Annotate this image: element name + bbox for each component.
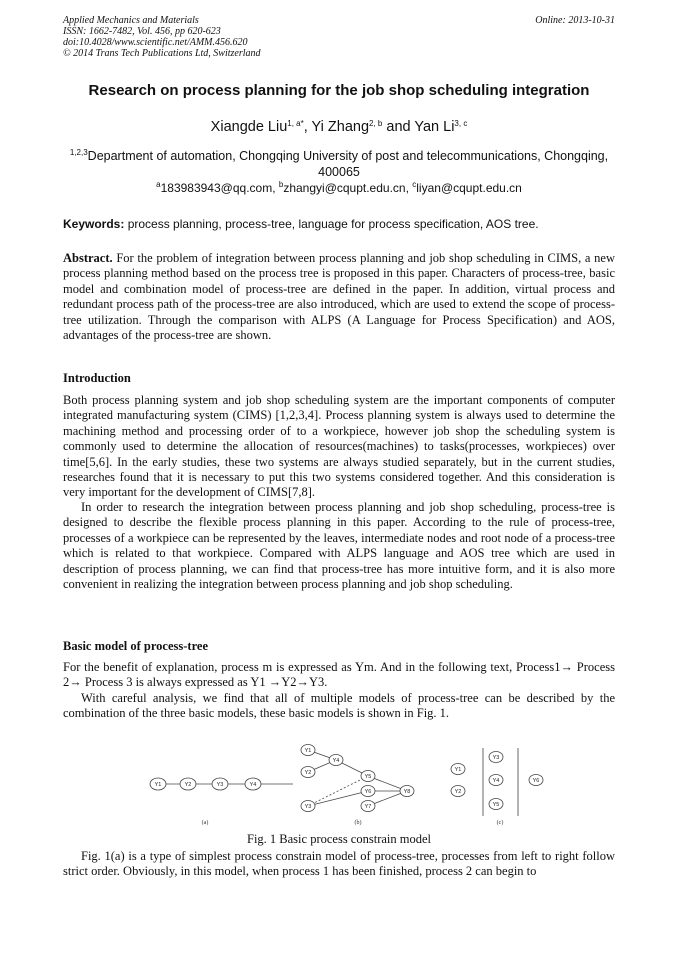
svg-text:Y2: Y2 [454,789,462,795]
svg-text:Y1: Y1 [154,782,162,788]
node-a-y3 [212,778,228,790]
subfigure-label-a: (a) [201,820,209,826]
journal-name: Applied Mechanics and Materials [63,15,199,26]
keywords-label: Keywords: [63,217,125,231]
keywords [63,217,615,231]
author-sup: 2, b [369,119,383,128]
email-address: liyan@cqupt.edu.cn [416,181,522,195]
node-a-y4 [245,778,261,790]
svg-text:Y8: Y8 [403,789,411,795]
node-b-y8 [400,786,414,797]
basic-paragraph-3: Fig. 1(a) is a type of simplest process constrain model of process-tree, processes from left to right follow strict order. Obviously, in this model, when process 1 has been finished, process 2 can begin to [63,849,615,879]
svg-text:Y4: Y4 [492,778,500,784]
node-c-y6 [529,775,543,786]
keywords-text: process planning, process-tree, language for process specification, AOS tree. [124,217,539,231]
email-address: zhangyi@cqupt.edu.cn [283,181,406,195]
author-sup: 3, c [454,119,468,128]
node-c-y4 [489,775,503,786]
node-c-y5 [489,799,503,810]
author-name: Xiangde Liu [210,119,288,135]
copyright: © 2014 Trans Tech Publications Ltd, Switzerland [63,48,261,59]
abstract-label: Abstract. [63,251,113,265]
node-b-y4 [329,755,343,766]
abstract-text: For the problem of integration between process planning and job shop scheduling in CIMS, a new process planning method based on the process tree is proposed in this paper. Characters of process-tree, basic model and combination model of process-tree are defined in the paper. In addition, virtual process and redundant process path of the process-tree are also introduced, which are used to extend the scope of process-tree utilization. Through the comparison with ALPS (A Language for Process Specification) and AOS, advantages of the process-tree are shown. [63,251,615,343]
node-b-y6 [361,786,375,797]
figure-1 [63,740,615,830]
svg-text:Y4: Y4 [249,782,257,788]
figure-caption: Fig. 1 Basic process constrain model [247,832,431,846]
subfigure-label-b: (b) [354,820,362,826]
svg-text:Y4: Y4 [332,758,340,764]
intro-paragraph-2: In order to research the integration between process planning and job shop scheduling, process-tree is designed to describe the flexible process planning in this paper. According to the rule of process-tree, processes of a workpiece can be represented by the leaves, intermediate nodes and root node of a process-tree which is related to that workpiece. Compared with ALPS language and AOS tree which are used in description of process planning, we can find that process-tree has more intuitive form, and it is also more convenient in realizing the integration between process planning and job shop scheduling. [63,500,615,592]
node-c-y2 [451,786,465,797]
svg-text:Y5: Y5 [492,802,500,808]
intro-paragraph-1: Both process planning system and job shop scheduling system are the important components of computer integrated manufacturing system (CIMS) [1,2,3,4]. Process planning system is always used to determine the machining method and processing order of to a workpiece, however job shop the scheduling system is commonly used to determine the allocation of resources(machines) to tasks(processes, workpieces) over time[5,6]. In the early studies, these two systems are always studied separately, but in the current studies, researches found that it is necessary to put this two systems considered together. And this consideration is very important for the development of CIMS[7,8]. [63,393,615,500]
abstract [63,251,615,343]
email-sup: a [156,180,161,189]
issn: ISSN: 1662-7482, Vol. 456, pp 620-623 [63,26,221,37]
node-a-y2 [180,778,196,790]
basic-paragraph-1: For the benefit of explanation, process m is expressed as Ym. And in the following text, Process1→ Process 2→ Process 3 is always expressed as Y1 →Y2→Y3. [63,660,615,690]
svg-text:Y2: Y2 [304,770,312,776]
paper-title: Research on process planning for the job shop scheduling integration [88,82,590,99]
svg-text:Y3: Y3 [492,755,500,761]
author-name: Yan Li [414,119,455,135]
svg-text:Y1: Y1 [304,748,312,754]
journal-header [63,15,615,59]
node-b-y5 [361,771,375,782]
node-b-y7 [361,801,375,812]
email-sup: b [278,180,284,189]
author-sup: 1, a* [287,119,304,128]
svg-text:Y2: Y2 [184,782,192,788]
section-heading-introduction: Introduction [63,371,131,385]
svg-text:Y7: Y7 [364,804,372,810]
svg-text:Y6: Y6 [364,789,372,795]
basic-paragraph-2: With careful analysis, we find that all of multiple models of process-tree can be described by the combination of the three basic models, these basic models is shown in Fig. 1. [63,691,615,721]
doi: doi:10.4028/www.scientific.net/AMM.456.620 [63,37,248,48]
svg-text:Y5: Y5 [364,774,372,780]
affiliation-sup: 1,2,3 [69,148,88,157]
subfigure-label-c: (c) [496,820,504,826]
svg-text:Y6: Y6 [532,778,540,784]
node-b-y3 [301,801,315,812]
email-list: $^a$183983943@qq.com, $^b$zhangyi@cqupt.edu.cn, $^c$liyan@cqupt.edu.cn [156,180,522,195]
email-sup: c [412,180,417,189]
author-name: Yi Zhang [311,119,370,135]
svg-text:Y3: Y3 [216,782,224,788]
email-address: 183983943@qq.com [160,181,273,195]
section-heading-basic-model: Basic model of process-tree [63,639,208,653]
node-b-y1 [301,745,315,756]
node-c-y1 [451,764,465,775]
affiliation [63,148,615,180]
node-a-y1 [150,778,166,790]
author-separator: and [382,119,415,135]
node-b-y2 [301,767,315,778]
svg-text:Y1: Y1 [454,767,462,773]
svg-text:Y3: Y3 [304,804,312,810]
author-list [0,119,678,135]
affiliation-text: Department of automation, Chongqing University of post and telecommunications, Chongqing, 400065 [87,149,609,179]
node-c-y3 [489,752,503,763]
online-date: Online: 2013-10-31 [535,15,615,26]
author-separator: , [303,119,312,135]
